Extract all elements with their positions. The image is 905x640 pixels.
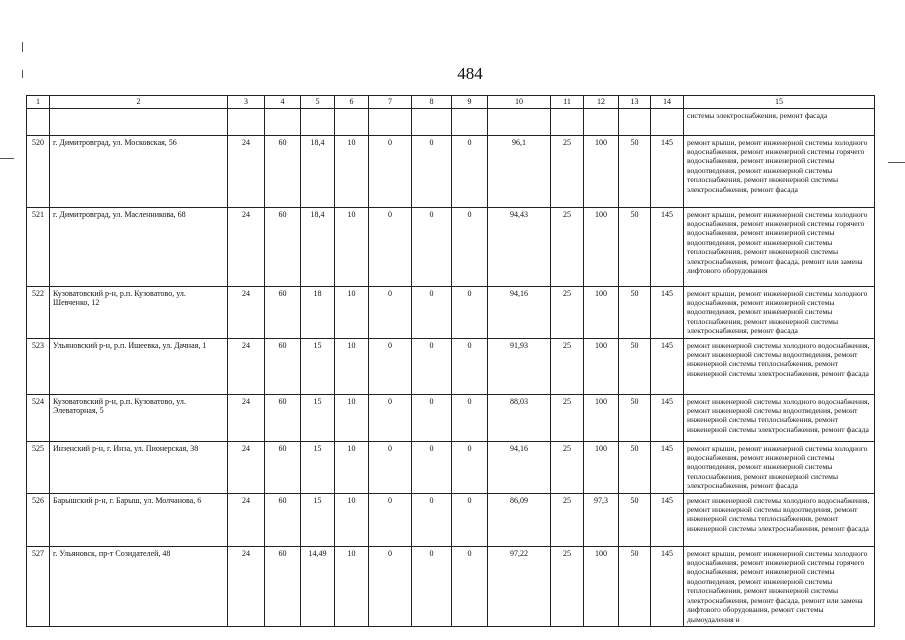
value-cell: 10 — [335, 394, 369, 441]
value-cell: 145 — [651, 394, 684, 441]
value-cell: 50 — [619, 546, 651, 626]
works-cell: ремонт крыши, ремонт инженерной системы холодного водоснабжения, ремонт инженерной системы горячего водоснабжения, ремонт инженерной системы водоотведения, ремонт инженерной системы теплоснабжения, ремонт инженерной системы электроснабжения, ремонт фасада — [684, 135, 875, 207]
value-cell: 145 — [651, 135, 684, 207]
value-cell: 0 — [412, 493, 452, 546]
column-header: 15 — [684, 96, 875, 109]
value-cell: 18 — [301, 286, 335, 338]
column-header: 5 — [301, 96, 335, 109]
address-cell: г. Ульяновск, пр-т Созидателей, 48 — [50, 546, 228, 626]
value-cell: 60 — [265, 441, 301, 493]
value-cell: 97,3 — [584, 493, 619, 546]
value-cell: 25 — [551, 135, 584, 207]
value-cell: 0 — [369, 286, 412, 338]
works-table — [26, 95, 875, 627]
value-cell: 10 — [335, 207, 369, 286]
value-cell: 91,93 — [488, 338, 551, 394]
address-cell: Ульяновский р-н, р.п. Ишеевка, ул. Дачная, 1 — [50, 338, 228, 394]
value-cell: 10 — [335, 135, 369, 207]
value-cell: 145 — [651, 286, 684, 338]
row-number: 520 — [27, 135, 50, 207]
value-cell: 50 — [619, 441, 651, 493]
value-cell: 0 — [369, 546, 412, 626]
margin-mark — [888, 162, 905, 163]
value-cell: 96,1 — [488, 135, 551, 207]
address-cell: Кузоватовский р-н, р.п. Кузоватово, ул. Шевченко, 12 — [50, 286, 228, 338]
value-cell: 10 — [335, 546, 369, 626]
value-cell: 60 — [265, 286, 301, 338]
value-cell: 18,4 — [301, 135, 335, 207]
address-cell: г. Димитровград, ул. Масленникова, 68 — [50, 207, 228, 286]
works-cell: ремонт крыши, ремонт инженерной системы холодного водоснабжения, ремонт инженерной системы водоотведения, ремонт инженерной системы теплоснабжения, ремонт инженерной системы электроснабжения, ремонт фасада — [684, 286, 875, 338]
value-cell: 145 — [651, 546, 684, 626]
value-cell: 0 — [452, 546, 488, 626]
value-cell: 0 — [452, 286, 488, 338]
works-cell: ремонт инженерной системы холодного водоснабжения, ремонт инженерной системы водоотведения, ремонт инженерной системы теплоснабжения, ремонт инженерной системы электроснабжения, ремонт фасада — [684, 338, 875, 394]
value-cell: 60 — [265, 493, 301, 546]
value-cell: 0 — [412, 441, 452, 493]
value-cell: 145 — [651, 493, 684, 546]
works-cell: ремонт инженерной системы холодного водоснабжения, ремонт инженерной системы водоотведения, ремонт инженерной системы теплоснабжения, ремонт инженерной системы электроснабжения, ремонт фасада — [684, 493, 875, 546]
table-row — [27, 286, 875, 338]
value-cell: 24 — [228, 493, 265, 546]
row-number: 523 — [27, 338, 50, 394]
value-cell: 0 — [412, 546, 452, 626]
table-row — [27, 546, 875, 626]
table-row — [27, 207, 875, 286]
row-number: 525 — [27, 441, 50, 493]
column-header: 11 — [551, 96, 584, 109]
continuation-text: системы электроснабжения, ремонт фасада — [684, 108, 875, 135]
value-cell: 0 — [369, 338, 412, 394]
value-cell: 60 — [265, 207, 301, 286]
value-cell: 86,09 — [488, 493, 551, 546]
column-header: 10 — [488, 96, 551, 109]
value-cell: 50 — [619, 207, 651, 286]
row-number: 522 — [27, 286, 50, 338]
value-cell: 50 — [619, 286, 651, 338]
column-header: 12 — [584, 96, 619, 109]
column-header: 3 — [228, 96, 265, 109]
address-cell: Барышский р-н, г. Барыш, ул. Молчанова, 6 — [50, 493, 228, 546]
column-header: 8 — [412, 96, 452, 109]
value-cell: 24 — [228, 207, 265, 286]
table-row — [27, 135, 875, 207]
margin-mark — [22, 70, 23, 78]
value-cell: 10 — [335, 286, 369, 338]
value-cell: 0 — [369, 207, 412, 286]
row-number: 521 — [27, 207, 50, 286]
value-cell: 100 — [584, 394, 619, 441]
column-header: 7 — [369, 96, 412, 109]
value-cell: 25 — [551, 207, 584, 286]
value-cell: 24 — [228, 286, 265, 338]
column-header: 13 — [619, 96, 651, 109]
column-header: 9 — [452, 96, 488, 109]
value-cell: 100 — [584, 207, 619, 286]
value-cell: 0 — [369, 493, 412, 546]
value-cell: 25 — [551, 546, 584, 626]
table-row — [27, 394, 875, 441]
works-cell: ремонт крыши, ремонт инженерной системы холодного водоснабжения, ремонт инженерной системы водоотведения, ремонт инженерной системы теплоснабжения, ремонт инженерной системы электроснабжения, ремонт фасада — [684, 441, 875, 493]
value-cell: 94,43 — [488, 207, 551, 286]
value-cell: 25 — [551, 286, 584, 338]
column-header: 14 — [651, 96, 684, 109]
value-cell: 25 — [551, 441, 584, 493]
address-cell: г. Димитровград, ул. Московская, 56 — [50, 135, 228, 207]
row-number: 524 — [27, 394, 50, 441]
value-cell: 0 — [452, 441, 488, 493]
works-cell: ремонт крыши, ремонт инженерной системы холодного водоснабжения, ремонт инженерной системы горячего водоснабжения, ремонт инженерной системы водоотведения, ремонт инженерной системы теплоснабжения, ремонт инженерной системы электроснабжения, ремонт фасада, ремонт или замена лифтового оборудования — [684, 207, 875, 286]
value-cell: 60 — [265, 338, 301, 394]
value-cell: 60 — [265, 546, 301, 626]
margin-mark — [0, 158, 14, 159]
value-cell: 97,22 — [488, 546, 551, 626]
value-cell: 0 — [452, 338, 488, 394]
value-cell: 10 — [335, 441, 369, 493]
value-cell: 94,16 — [488, 441, 551, 493]
value-cell: 100 — [584, 286, 619, 338]
value-cell: 15 — [301, 493, 335, 546]
value-cell: 0 — [452, 135, 488, 207]
value-cell: 0 — [412, 135, 452, 207]
value-cell: 0 — [412, 207, 452, 286]
value-cell: 10 — [335, 493, 369, 546]
value-cell: 50 — [619, 394, 651, 441]
value-cell: 24 — [228, 394, 265, 441]
column-header: 4 — [265, 96, 301, 109]
works-cell: ремонт крыши, ремонт инженерной системы холодного водоснабжения, ремонт инженерной системы горячего водоснабжения, ремонт инженерной системы водоотведения, ремонт инженерной системы теплоснабжения, ремонт инженерной системы электроснабжения, ремонт фасада, ремонт или замена лифтового оборудования, ремонт системы дымоудаления и — [684, 546, 875, 626]
value-cell: 15 — [301, 338, 335, 394]
value-cell: 25 — [551, 338, 584, 394]
row-number: 527 — [27, 546, 50, 626]
column-header: 2 — [50, 96, 228, 109]
value-cell: 0 — [452, 207, 488, 286]
works-cell: ремонт инженерной системы холодного водоснабжения, ремонт инженерной системы водоотведения, ремонт инженерной системы теплоснабжения, ремонт инженерной системы электроснабжения, ремонт фасада — [684, 394, 875, 441]
value-cell: 60 — [265, 135, 301, 207]
value-cell: 18,4 — [301, 207, 335, 286]
value-cell: 0 — [412, 338, 452, 394]
value-cell: 0 — [452, 394, 488, 441]
table-row — [27, 441, 875, 493]
value-cell: 24 — [228, 135, 265, 207]
column-header: 1 — [27, 96, 50, 109]
table-row — [27, 338, 875, 394]
address-cell: Кузоватовский р-н, р.п. Кузоватово, ул. Элеваторная, 5 — [50, 394, 228, 441]
table-row — [27, 493, 875, 546]
margin-mark — [22, 42, 23, 52]
value-cell: 50 — [619, 338, 651, 394]
value-cell: 24 — [228, 441, 265, 493]
value-cell: 88,03 — [488, 394, 551, 441]
value-cell: 10 — [335, 338, 369, 394]
value-cell: 0 — [452, 493, 488, 546]
value-cell: 94,16 — [488, 286, 551, 338]
value-cell: 25 — [551, 394, 584, 441]
value-cell: 100 — [584, 546, 619, 626]
value-cell: 60 — [265, 394, 301, 441]
address-cell: Инзенский р-н, г. Инза, ул. Пионерская, 38 — [50, 441, 228, 493]
value-cell: 0 — [369, 135, 412, 207]
value-cell: 25 — [551, 493, 584, 546]
value-cell: 50 — [619, 135, 651, 207]
value-cell: 15 — [301, 394, 335, 441]
value-cell: 50 — [619, 493, 651, 546]
value-cell: 100 — [584, 135, 619, 207]
value-cell: 100 — [584, 441, 619, 493]
value-cell: 145 — [651, 207, 684, 286]
page-number: 484 — [457, 64, 483, 83]
value-cell: 145 — [651, 441, 684, 493]
value-cell: 100 — [584, 338, 619, 394]
value-cell: 0 — [369, 441, 412, 493]
continuation-row — [27, 108, 875, 135]
value-cell: 0 — [369, 394, 412, 441]
value-cell: 24 — [228, 546, 265, 626]
value-cell: 24 — [228, 338, 265, 394]
value-cell: 14,49 — [301, 546, 335, 626]
value-cell: 0 — [412, 394, 452, 441]
value-cell: 15 — [301, 441, 335, 493]
header-row — [27, 96, 875, 109]
value-cell: 145 — [651, 338, 684, 394]
column-header: 6 — [335, 96, 369, 109]
value-cell: 0 — [412, 286, 452, 338]
row-number: 526 — [27, 493, 50, 546]
